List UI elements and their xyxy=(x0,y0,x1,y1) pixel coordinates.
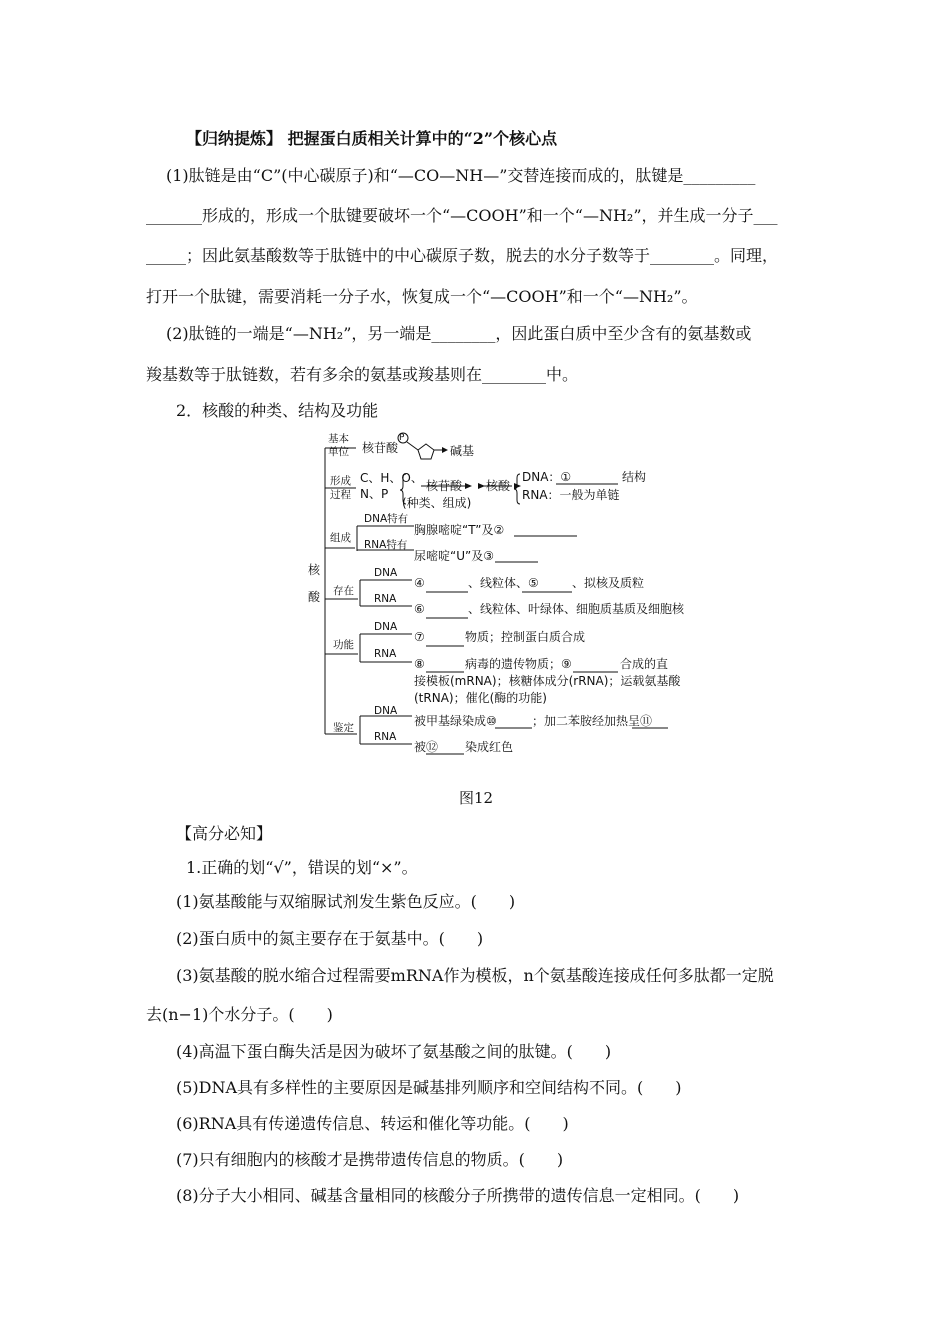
rna-unique-label: RNA特有 xyxy=(364,539,408,551)
existence-rna-num: ⑥ xyxy=(414,602,425,616)
formation-elements-2: N、P xyxy=(360,487,389,501)
thymine-text: 胸腺嘧啶“T”及② xyxy=(414,523,505,537)
function-dna-text: 物质；控制蛋白质合成 xyxy=(465,630,586,644)
identification-dna-text-2: ；加二苯胺经加热呈⑪ xyxy=(532,714,653,728)
function-rna-num: ⑧ xyxy=(414,657,425,671)
summary-p2-line1: (2)肽链的一端是“—NH₂”，另一端是________，因此蛋白质中至少含有的氨基数或 xyxy=(166,324,752,343)
existence-dna-num: ④ xyxy=(414,576,425,590)
existence-dna-text-end: 、拟核及质粒 xyxy=(572,576,645,590)
list-item: (3)氨基酸的脱水缩合过程需要mRNA作为模板，n个氨基酸连接成任何多肽都一定脱 xyxy=(176,966,774,985)
identification-dna-text: 被甲基绿染成⑩ xyxy=(414,714,497,728)
formation-elements-1: C、H、O、 xyxy=(360,471,423,485)
identification-rna-text-2: 染成红色 xyxy=(465,740,514,754)
formation-nucleic: 核酸 xyxy=(486,479,511,493)
function-rna-text-1: 病毒的遗传物质；⑨ xyxy=(465,657,572,671)
root-label-2: 酸 xyxy=(308,590,321,604)
function-label: 功能 xyxy=(333,639,354,651)
basic-unit-label: 基本单位 xyxy=(328,433,349,458)
function-rna-text-1-end: 合成的直 xyxy=(620,657,669,671)
dna-structure: DNA：① xyxy=(522,470,572,484)
list-item: (6)RNA具有传递遗传信息、转运和催化等功能。( ) xyxy=(176,1114,569,1133)
function-rna-label: RNA xyxy=(374,648,397,660)
section2-title: 2．核酸的种类、结构及功能 xyxy=(176,401,379,420)
identification-dna-label: DNA xyxy=(374,705,398,717)
summary-heading: 【归纳提炼】 把握蛋白质相关计算中的“2”个核心点 xyxy=(186,129,558,148)
existence-dna-label: DNA xyxy=(374,567,398,579)
summary-p1-line3: _____；因此氨基酸数等于肽链中的中心碳原子数，脱去的水分子数等于________。同理， xyxy=(146,246,779,265)
existence-rna-text: 、线粒体、叶绿体、细胞质基质及细胞核 xyxy=(468,602,685,616)
basic-unit-text: 核苷酸 xyxy=(362,441,399,455)
summary-p1-line2: _______形成的，形成一个肽键要破坏一个“—COOH”和一个“—NH₂”，并生成一分子___ xyxy=(146,206,778,225)
function-rna-text-2: 接模板(mRNA)；核糖体成分(rRNA)；运载氨基酸 xyxy=(414,674,681,688)
list-item: (7)只有细胞内的核酸才是携带遗传信息的物质。( ) xyxy=(176,1150,564,1169)
existence-dna-text: 、线粒体、⑤ xyxy=(468,576,539,590)
identification-rna-label: RNA xyxy=(374,731,397,743)
composition-label: 组成 xyxy=(330,532,351,544)
summary-p1-line1: (1)肽链是由“C”(中心碳原子)和“—CO—NH—”交替连接而成的，肽键是_________ xyxy=(166,166,756,185)
formation-nucleotide: 核苷酸 xyxy=(426,479,463,493)
list-item: 去(n−1)个水分子。( ) xyxy=(146,1005,333,1024)
dna-unique-label: DNA特有 xyxy=(364,513,409,525)
existence-label: 存在 xyxy=(333,585,354,597)
uracil-text: 尿嘧啶“U”及③ xyxy=(414,549,494,563)
formation-types: (种类、组成) xyxy=(402,496,472,510)
phosphate-label: P xyxy=(399,433,405,443)
base-label: 碱基 xyxy=(450,444,475,458)
must-know-heading: 【高分必知】 xyxy=(176,824,273,843)
function-rna-text-3: (tRNA)；催化(酶的功能) xyxy=(414,691,547,705)
summary-p2-line2: 羧基数等于肽链数，若有多余的氨基或羧基则在________中。 xyxy=(146,365,579,384)
dna-structure-end: 结构 xyxy=(622,470,647,484)
summary-p1-line4: 打开一个肽键，需要消耗一分子水，恢复成一个“—COOH”和一个“—NH₂”。 xyxy=(146,287,698,306)
identification-rna-text: 被⑫ xyxy=(414,740,439,754)
rna-structure: RNA：一般为单链 xyxy=(522,488,620,502)
identification-label: 鉴定 xyxy=(333,722,354,734)
function-dna-num: ⑦ xyxy=(414,630,425,644)
formation-label: 形成过程 xyxy=(330,475,351,501)
list-item: (2)蛋白质中的氮主要存在于氨基中。( ) xyxy=(176,929,484,948)
figure-caption: 图12 xyxy=(459,789,494,807)
list-item: (1)氨基酸能与双缩脲试剂发生紫色反应。( ) xyxy=(176,892,516,911)
list-item: (8)分子大小相同、碱基含量相同的核酸分子所携带的遗传信息一定相同。( ) xyxy=(176,1186,740,1205)
existence-rna-label: RNA xyxy=(374,593,397,605)
list-item: (5)DNA具有多样性的主要原因是碱基排列顺序和空间结构不同。( ) xyxy=(176,1078,682,1097)
must-know-instruction: 1.正确的划“√”，错误的划“×”。 xyxy=(186,858,418,877)
function-dna-label: DNA xyxy=(374,621,398,633)
nucleic-acid-diagram xyxy=(300,428,700,758)
list-item: (4)高温下蛋白酶失活是因为破坏了氨基酸之间的肽键。( ) xyxy=(176,1042,612,1061)
root-label-1: 核 xyxy=(308,563,321,577)
